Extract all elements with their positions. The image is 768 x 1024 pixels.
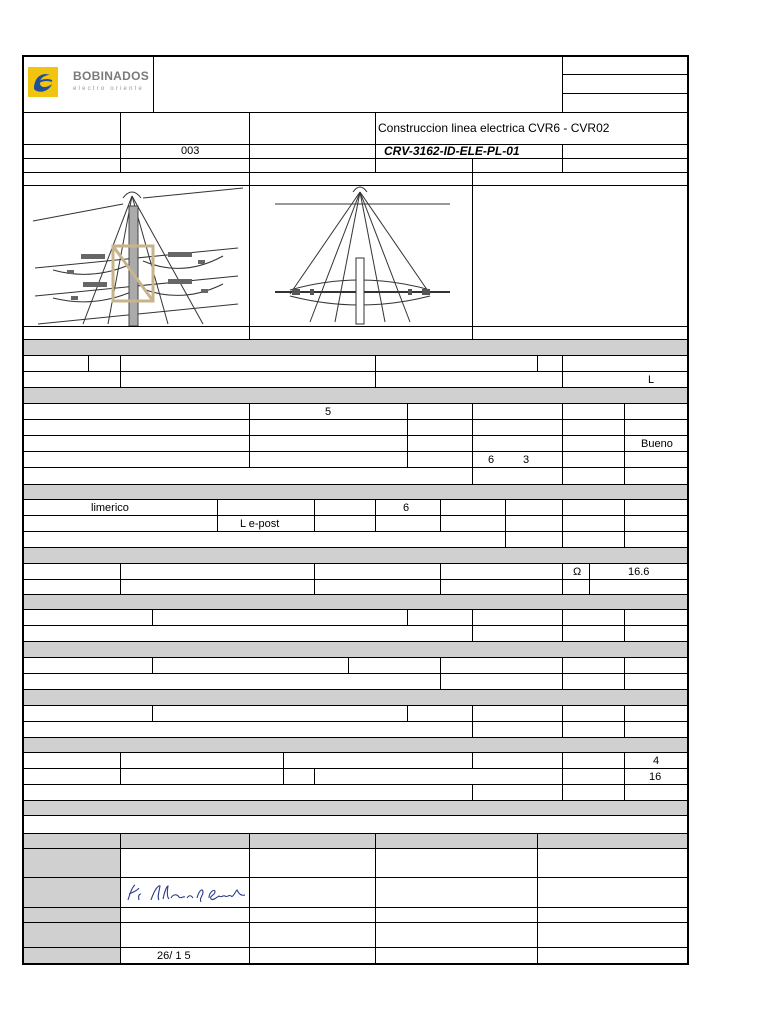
value-16: 16 (649, 771, 662, 783)
brand-tagline: electro oriente (73, 86, 145, 92)
value-3: 3 (523, 454, 530, 466)
brand-name: BOBINADOS (73, 69, 150, 83)
sheet-border (22, 55, 689, 965)
project-title: Construccion linea electrica CVR6 - CVR02 (378, 121, 610, 135)
approval-date: 26/ 1 5 (157, 950, 191, 962)
value-limerico: limerico (91, 502, 129, 514)
value-l: L (648, 374, 655, 386)
value-bueno: Bueno (641, 438, 673, 450)
doc-number: 003 (181, 145, 200, 157)
value-ohm: Ω (573, 566, 582, 578)
doc-code: CRV-3162-ID-ELE-PL-01 (384, 144, 520, 158)
value-l-epost: L e-post (240, 518, 280, 530)
value-16-6: 16.6 (628, 566, 650, 578)
value-6b: 6 (403, 502, 410, 514)
value-4: 4 (653, 755, 660, 767)
value-5: 5 (325, 406, 332, 418)
value-6: 6 (488, 454, 495, 466)
